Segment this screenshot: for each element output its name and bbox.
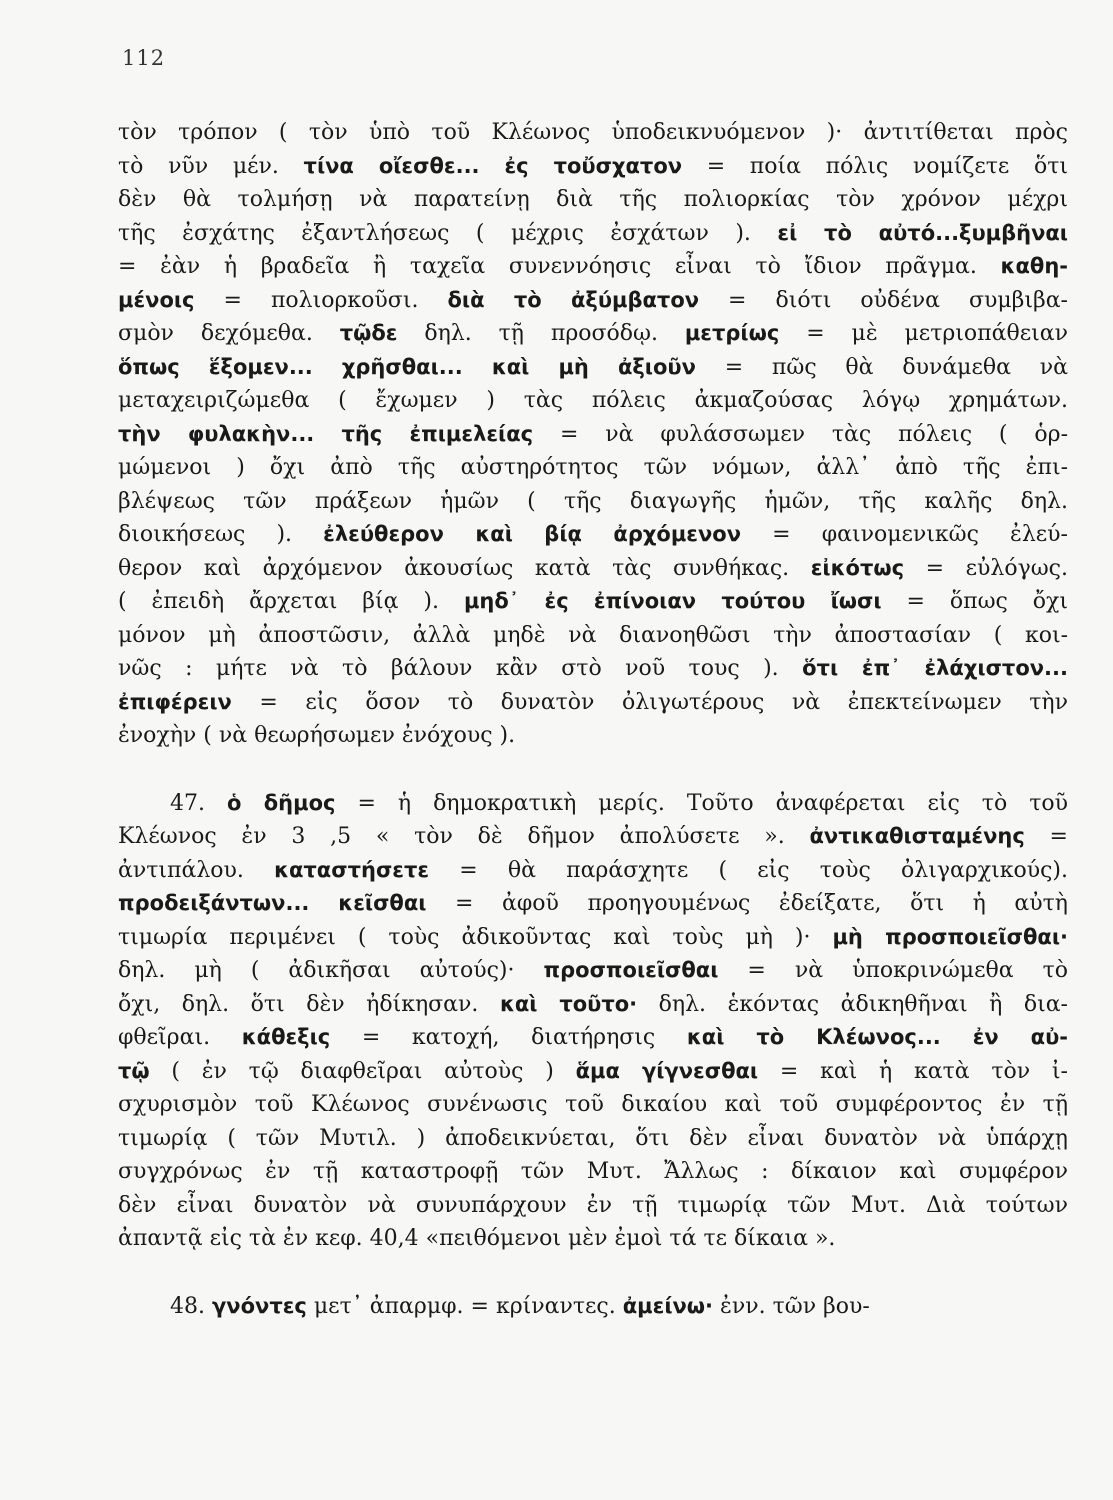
gloss-text: δὲν θὰ τολμήσῃ νὰ παρατείνῃ διὰ τῆς πολιορκίας τὸν χρόνον μέχρι [118,187,1068,212]
gloss-text: δηλ. ἑκόντας ἀδικηθῆναι ἢ δια- [637,991,1068,1017]
paragraph-gap [118,753,1068,787]
text-line [118,1189,1068,1223]
lemma-term: μὴ προσποιεῖσθαι· [832,924,1068,949]
gloss-text: δὲν εἶναι δυνατὸν νὰ συνυπάρχουν ἐν τῇ τιμωρίᾳ τῶν Μυτ. Διὰ τούτων [118,1192,1068,1218]
lemma-term: ὅτι ἐπ᾽ ἐλάχιστον... [802,656,1068,680]
gloss-text: = κατοχή, διατήρησις [330,1025,687,1050]
lemma-term: προδειξάντων... κεῖσθαι [118,891,427,915]
paragraph-gap [118,1256,1068,1290]
gloss-text: = ἡ δημοκρατικὴ μερίς. Τοῦτο ἀναφέρεται εἰς τὸ τοῦ [335,790,1068,816]
text-line [118,317,1068,351]
text-line [118,183,1068,217]
gloss-text: = ὅπως ὄχι [881,589,1068,614]
gloss-text: 48. [170,1293,212,1319]
text-line [118,686,1068,720]
gloss-text: ἐνοχὴν ( νὰ θεωρήσωμεν ἐνόχους ). [118,723,516,748]
text-line [118,854,1068,888]
gloss-text: μόνον μὴ ἀποστῶσιν, ἀλλὰ μηδὲ νὰ διανοηθῶσι τὴν ἀποστασίαν ( κοι- [118,622,1068,648]
gloss-text: βλέψεως τῶν πράξεων ἡμῶν ( τῆς διαγωγῆς ἡμῶν, τῆς καλῆς δηλ. [118,488,1068,514]
text-line [118,284,1068,318]
lemma-term: τὴν φυλακὴν... τῆς ἐπιμελείας [118,421,534,446]
lemma-term: ὁ δῆμος [227,790,336,815]
lemma-term: μηδ᾽ ἐς ἐπίνοιαν τούτου ἴωσι [463,589,882,613]
lemma-term: ὅπως ἕξομεν... χρῆσθαι... καὶ μὴ ἀξιοῦν [118,354,696,379]
gloss-text: τῆς ἐσχάτης ἐξαντλήσεως ( μέχρις ἐσχάτων ). [118,220,778,246]
lemma-term: εἰκότως [810,555,905,580]
gloss-text: = διότι οὐδένα συμβιβα- [699,287,1068,313]
gloss-text: = πολιορκοῦσι. [194,287,448,313]
lemma-term: καθη- [1000,254,1068,278]
text-line [118,217,1068,251]
lemma-term: ἀντικαθισταμένης [809,824,1025,848]
text-line [118,351,1068,385]
text-line [118,988,1068,1022]
text-line [118,1055,1068,1089]
lemma-term: μετρίως [684,321,780,345]
gloss-text: ἐνν. τῶν βου- [713,1293,870,1319]
gloss-text: = εὐλόγως. [904,555,1068,581]
lemma-term: εἰ τὸ αὐτό...ξυμβῆναι [777,220,1068,245]
gloss-text: = [1024,824,1068,849]
gloss-text: σχυρισμὸν τοῦ Κλέωνος συνένωσις τοῦ δικαίου καὶ τοῦ συμφέροντος ἐν τῇ [118,1092,1068,1117]
text-line [118,1021,1068,1055]
lemma-term: τίνα οἴεσθε... ἐς τοὔσχατον [303,153,683,178]
lemma-term: ἀμείνω· [622,1293,714,1318]
text-line [118,619,1068,653]
lemma-term: καὶ τοῦτο· [499,991,638,1016]
gloss-text: θερον καὶ ἀρχόμενον ἀκουσίως κατὰ τὰς συνθήκας. [118,555,811,581]
gloss-text: δηλ. μὴ ( ἀδικῆσαι αὐτούς)· [118,958,544,983]
text-line [118,719,1068,753]
lemma-term: ἐλεύθερον καὶ βίᾳ ἀρχόμενον [323,522,742,546]
lemma-term: καταστήσετε [274,857,430,882]
gloss-text: ἀντιπάλου. [118,857,275,883]
gloss-text: Κλέωνος ἐν 3 ,5 « τὸν δὲ δῆμον ἀπολύσετε ». [118,824,810,849]
gloss-text: τὸ νῦν μέν. [118,153,304,179]
text-line [118,1155,1068,1189]
gloss-text: τιμωρίᾳ ( τῶν Μυτιλ. ) ἀποδεικνύεται, ὅτι δὲν εἶναι δυνατὸν νὰ ὑπάρχῃ [118,1125,1068,1151]
text-line [118,1290,1068,1324]
gloss-text: συγχρόνως ἐν τῇ καταστροφῇ τῶν Μυτ. Ἄλλως : δίκαιον καὶ συμφέρον [118,1159,1068,1184]
text-line [118,485,1068,519]
gloss-text: 47. [170,790,227,816]
gloss-text: = ποία πόλις νομίζετε ὅτι [682,153,1069,179]
paragraph [118,1290,1068,1324]
gloss-text: ὄχι, δηλ. ὅτι δὲν ἠδίκησαν. [118,991,500,1017]
text-line [118,552,1068,586]
gloss-text: ( ἐπειδὴ ἄρχεται βίᾳ ). [118,589,464,614]
commentary-text [118,116,1068,1323]
gloss-text: μώμενοι ) ὄχι ἀπὸ τῆς αὐστηρότητος τῶν νόμων, ἀλλ᾽ ἀπὸ τῆς ἐπι- [118,455,1068,480]
gloss-text: = φαινομενικῶς ἐλεύ- [741,522,1068,547]
paragraph [118,787,1068,1256]
gloss-text: τὸν τρόπον ( τὸν ὑπὸ τοῦ Κλέωνος ὑποδεικνυόμενον )· ἀντιτίθεται πρὸς [118,120,1068,145]
text-line [118,518,1068,552]
text-line [118,585,1068,619]
lemma-term: γνόντες [211,1293,307,1318]
text-line [118,384,1068,418]
gloss-text: = ἐὰν ἡ βραδεῖα ἢ ταχεῖα συνεννόησις εἶναι τὸ ἴδιον πρᾶγμα. [118,254,1001,279]
gloss-text: = θὰ παράσχητε ( εἰς τοὺς ὀλιγαρχικούς). [429,857,1068,883]
text-line [118,451,1068,485]
text-line [118,116,1068,150]
gloss-text: δηλ. τῇ προσόδῳ. [397,321,685,346]
lemma-term: μένοις [118,287,195,312]
gloss-text: = πῶς θὰ δυνάμεθα νὰ [695,354,1068,380]
gloss-text: μεταχειριζώμεθα ( ἔχωμεν ) τὰς πόλεις ἀκμαζούσας λόγῳ χρημάτων. [118,388,1068,413]
gloss-text: = εἰς ὅσον τὸ δυνατὸν ὀλιγωτέρους νὰ ἐπεκτείνωμεν τὴν [231,689,1068,715]
text-line [118,820,1068,854]
gloss-text: = καὶ ἡ κατὰ τὸν ἰ- [758,1058,1068,1084]
page-number: 112 [122,46,166,70]
text-line [118,250,1068,284]
lemma-term: ἅμα γίγνεσθαι [575,1058,759,1083]
gloss-text: νῶς : μήτε νὰ τὸ βάλουν κἂν στὸ νοῦ τους ). [118,656,803,681]
paragraph [118,116,1068,753]
gloss-text: ( ἐν τῷ διαφθεῖραι αὐτοὺς ) [149,1058,576,1084]
gloss-text: τιμωρία περιμένει ( τοὺς ἀδικοῦντας καὶ τοὺς μὴ )· [118,924,833,950]
text-line [118,150,1068,184]
gloss-text: = μὲ μετριοπάθειαν [779,321,1068,346]
text-line [118,887,1068,921]
gloss-text: διοικήσεως ). [118,522,324,547]
text-line [118,1222,1068,1256]
text-line [118,1122,1068,1156]
gloss-text: = νὰ ὑποκρινώμεθα τὸ [718,958,1068,983]
lemma-term: διὰ τὸ ἀξύμβατον [447,287,700,312]
lemma-term: προσποιεῖσθαι [543,958,719,982]
text-line [118,652,1068,686]
gloss-text: σμὸν δεχόμεθα. [118,321,340,346]
lemma-term: ἐπιφέρειν [118,689,232,714]
text-line [118,954,1068,988]
gloss-text: = νὰ φυλάσσωμεν τὰς πόλεις ( ὁρ- [533,421,1068,447]
gloss-text: φθεῖραι. [118,1025,242,1050]
lemma-term: τῷδε [339,321,398,345]
gloss-text: ἀπαντᾷ εἰς τὰ ἐν κεφ. 40,4 «πειθόμενοι μὲν ἐμοὶ τά τε δίκαια ». [118,1226,836,1251]
lemma-term: καὶ τὸ Κλέωνος... ἐν αὐ- [686,1025,1068,1049]
gloss-text: μετ᾽ ἀπαρμφ. = κρίναντες. [306,1293,623,1319]
lemma-term: τῷ [118,1058,150,1083]
text-line [118,921,1068,955]
text-line [118,1088,1068,1122]
text-line [118,787,1068,821]
text-line [118,418,1068,452]
gloss-text: = ἀφοῦ προηγουμένως ἐδείξατε, ὅτι ἡ αὐτὴ [426,891,1068,916]
lemma-term: κάθεξις [241,1025,331,1049]
